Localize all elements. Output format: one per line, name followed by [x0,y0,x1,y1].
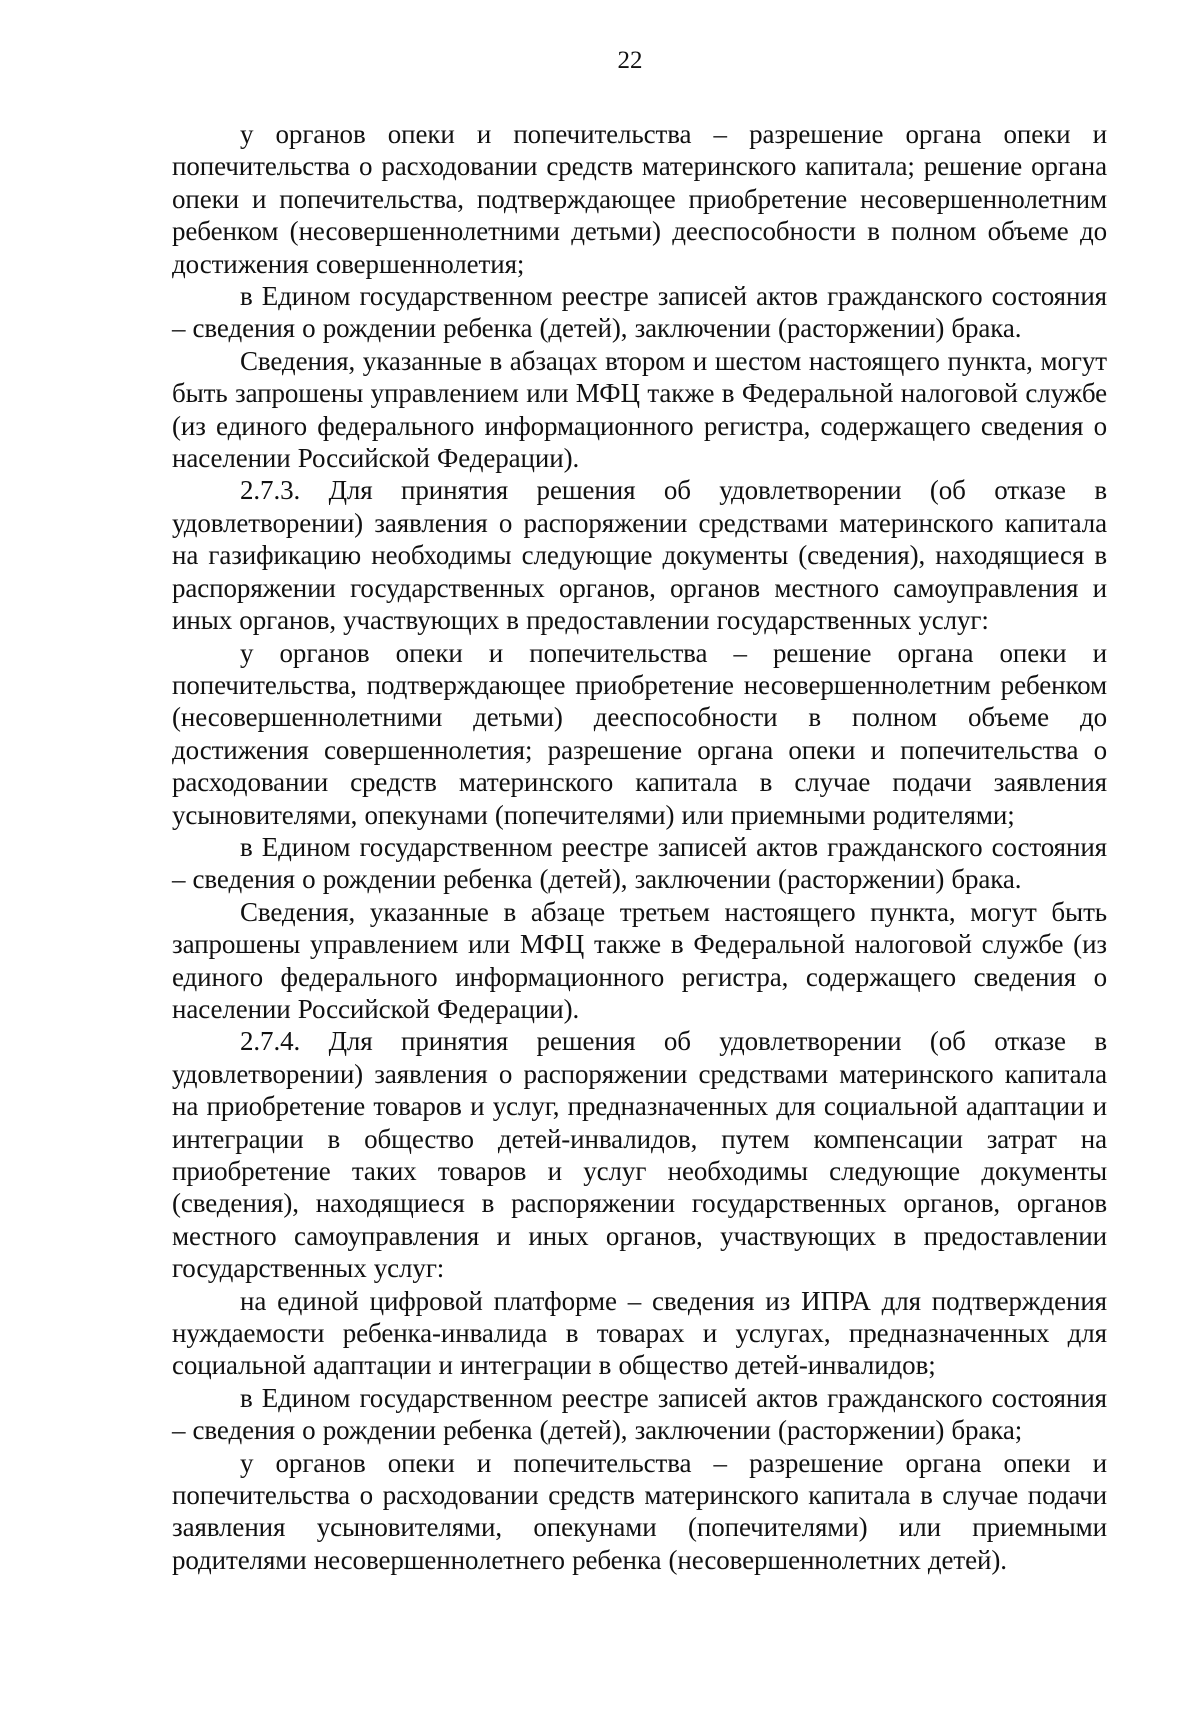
paragraph-civil-registry: в Едином государственном реестре записей актов гражданского состояния – сведения о рождении ребенка (детей), заключении (расторжении) брака; [172,1382,1107,1446]
paragraph-civil-registry: в Едином государственном реестре записей актов гражданского состояния – сведения о рождении ребенка (детей), заключении (расторжении) брака. [172,281,1107,344]
paragraph-guardianship-permission: у органов опеки и попечительства – разрешение органа опеки и попечительства о расходовании средств материнского капитала; решение органа опеки и попечительства, подтверждающее приобретение несовершеннолетним ребенком (несовершеннолетними детьми) дееспособности в полном объеме до достижения совершеннолетия; [172,119,1107,279]
paragraph-tax-service-note: Сведения, указанные в абзацах втором и шестом настоящего пункта, могут быть запрошены управлением или МФЦ также в Федеральной налоговой службе (из единого федерального информационного регистра, содержащего сведения о населении Российской Федерации). [172,345,1107,474]
document-body [172,118,1107,1576]
paragraph-digital-platform: на единой цифровой платформе – сведения из ИПРА для подтверждения нуждаемости ребенка-инвалида в товарах и услугах, предназначенных для социальной адаптации и интеграции в общество детей-инвалидов; [172,1285,1107,1381]
paragraph-guardianship-decision: у органов опеки и попечительства – решение органа опеки и попечительства, подтверждающее приобретение несовершеннолетним ребенком (несовершеннолетними детьми) дееспособности в полном объеме до достижения совершеннолетия; разрешение органа опеки и попечительства о расходовании средств материнского капитала в случае подачи заявления усыновителями, опекунами (попечителями) или приемными родителями; [172,637,1107,830]
paragraph-guardianship-permission: у органов опеки и попечительства – разрешение органа опеки и попечительства о расходовании средств материнского капитала в случае подачи заявления усыновителями, опекунами (попечителями) или приемными родителями несовершеннолетнего ребенка (несовершеннолетних детей). [172,1447,1107,1575]
paragraph-tax-service-note: Сведения, указанные в абзаце третьем настоящего пункта, могут быть запрошены управлением или МФЦ также в Федеральной налоговой службе (из единого федерального информационного регистра, содержащего сведения о населении Российской Федерации). [172,896,1107,1024]
page-number: 22 [617,47,643,74]
paragraph-civil-registry: в Едином государственном реестре записей актов гражданского состояния – сведения о рождении ребенка (детей), заключении (расторжении) брака. [172,831,1107,895]
paragraph-section-2-7-3: 2.7.3. Для принятия решения об удовлетворении (об отказе в удовлетворении) заявления о распоряжении средствами материнского капитала на газификацию необходимы следующие документы (сведения), находящиеся в распоряжении государственных органов, органов местного самоуправления и иных органов, участвующих в предоставлении государственных услуг: [172,475,1107,636]
paragraph-section-2-7-4: 2.7.4. Для принятия решения об удовлетворении (об отказе в удовлетворении) заявления о распоряжении средствами материнского капитала на приобретение товаров и услуг, предназначенных для социальной адаптации и интеграции в общество детей-инвалидов, путем компенсации затрат на приобретение таких товаров и услуг необходимы следующие документы (сведения), находящиеся в распоряжении государственных органов, органов местного самоуправления и иных органов, участвующих в предоставлении государственных услуг: [172,1026,1107,1284]
